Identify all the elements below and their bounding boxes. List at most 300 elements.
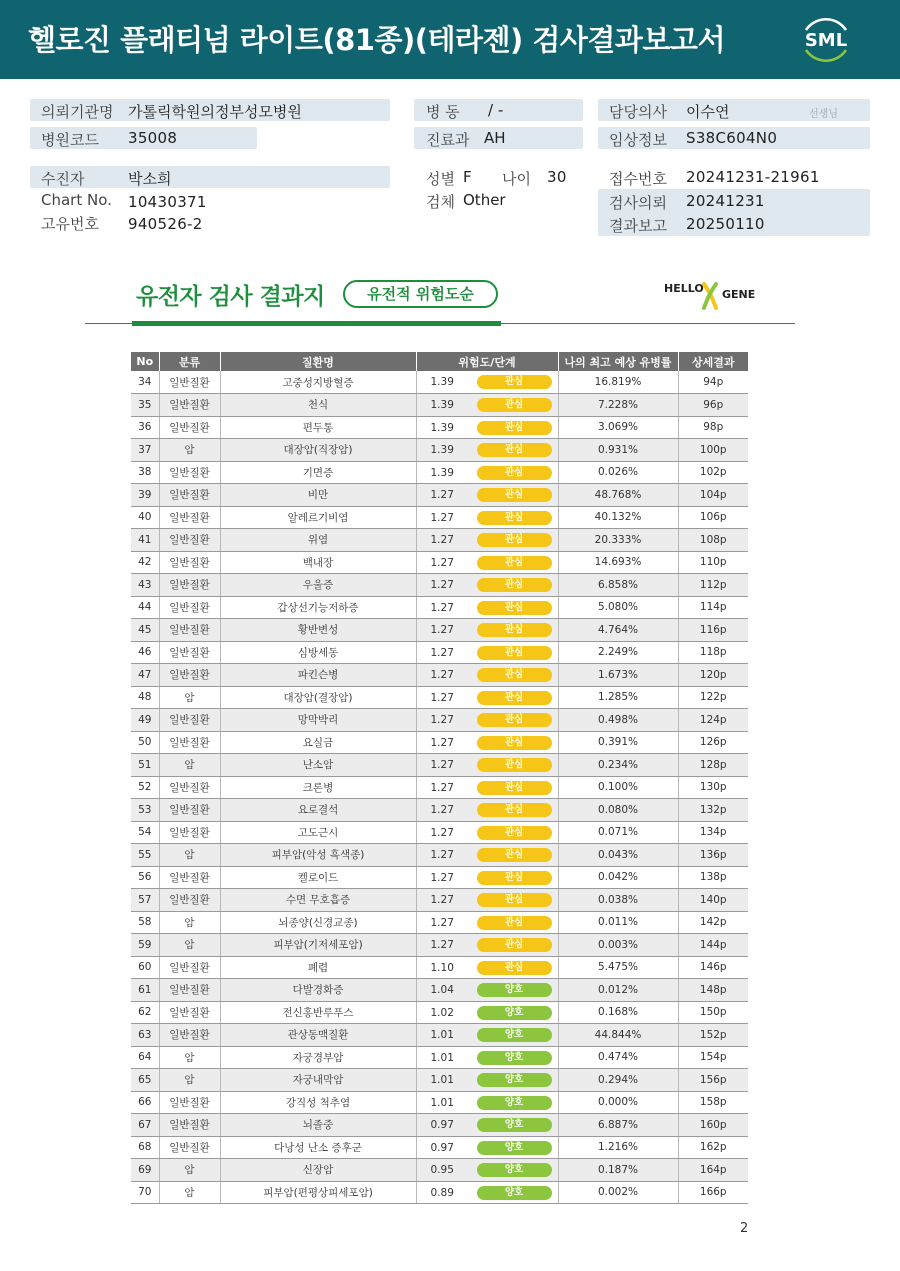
cell-risk	[416, 956, 558, 979]
risk-stage-badge: 관심	[477, 916, 552, 930]
report-title: 헬로진 플래티넘 라이트(81종)(테라젠) 검사결과보고서	[28, 23, 725, 57]
risk-stage-badge: 관심	[477, 623, 552, 637]
cell-no: 63	[131, 1024, 159, 1047]
section-subtitle: 유전적 위험도순	[343, 280, 498, 308]
specimen-value: Other	[463, 191, 506, 209]
table-row	[131, 731, 748, 754]
table-row	[131, 461, 748, 484]
cell-disease: 비만	[220, 484, 416, 507]
cell-category: 일반질환	[159, 461, 220, 484]
cell-prevalence: 0.931%	[558, 439, 678, 462]
risk-stage-badge: 양호	[477, 1096, 552, 1110]
cell-detail-page: 122p	[678, 686, 748, 709]
cell-disease: 백내장	[220, 551, 416, 574]
request-value: 20241231	[686, 192, 765, 210]
cell-detail-page: 154p	[678, 1046, 748, 1069]
cell-risk	[416, 1091, 558, 1114]
cell-risk	[416, 529, 558, 552]
cell-disease: 피부암(악성 흑색종)	[220, 844, 416, 867]
risk-stage-badge: 관심	[477, 646, 552, 660]
risk-score: 0.95	[430, 1164, 454, 1176]
risk-score: 1.02	[430, 1006, 454, 1019]
cell-detail-page: 142p	[678, 911, 748, 934]
cell-disease: 난소암	[220, 754, 416, 777]
risk-stage-badge: 양호	[477, 1028, 552, 1042]
cell-disease: 요실금	[220, 731, 416, 754]
cell-category: 일반질환	[159, 416, 220, 439]
table-row	[131, 754, 748, 777]
cell-prevalence: 14.693%	[558, 551, 678, 574]
risk-stage-badge: 양호	[477, 983, 552, 997]
specimen-label: 검체	[426, 193, 455, 211]
cell-detail-page: 156p	[678, 1069, 748, 1092]
table-row	[131, 596, 748, 619]
cell-prevalence: 5.475%	[558, 956, 678, 979]
institution-label: 의뢰기관명	[41, 103, 114, 121]
cell-risk	[416, 979, 558, 1002]
cell-no: 49	[131, 709, 159, 732]
table-row	[131, 394, 748, 417]
cell-disease: 대장암(직장암)	[220, 439, 416, 462]
risk-score: 1.04	[430, 984, 454, 996]
risk-stage-badge: 양호	[477, 1141, 552, 1155]
cell-detail-page: 104p	[678, 484, 748, 507]
col-header-disease: 질환명	[220, 352, 416, 371]
cell-detail-page: 96p	[678, 394, 748, 417]
cell-disease: 뇌종양(신경교종)	[220, 911, 416, 934]
cell-risk	[416, 619, 558, 642]
risk-stage-badge: 관심	[477, 848, 552, 862]
table-row	[131, 1159, 748, 1182]
cell-category: 일반질환	[159, 664, 220, 687]
cell-category: 암	[159, 1181, 220, 1204]
table-row	[131, 844, 748, 867]
cell-no: 51	[131, 754, 159, 777]
risk-score: 1.10	[430, 961, 454, 974]
cell-category: 일반질환	[159, 574, 220, 597]
table-row	[131, 1046, 748, 1069]
cell-risk	[416, 1046, 558, 1069]
cell-no: 47	[131, 664, 159, 687]
cell-detail-page: 124p	[678, 709, 748, 732]
cell-disease: 피부암(편평상피세포암)	[220, 1181, 416, 1204]
table-row	[131, 506, 748, 529]
cell-category: 일반질환	[159, 1114, 220, 1137]
cell-detail-page: 108p	[678, 529, 748, 552]
risk-stage-badge: 관심	[477, 668, 552, 682]
cell-prevalence: 0.038%	[558, 889, 678, 912]
ward-value: / -	[488, 101, 504, 119]
cell-category: 일반질환	[159, 889, 220, 912]
table-row	[131, 416, 748, 439]
cell-risk	[416, 1069, 558, 1092]
cell-risk	[416, 416, 558, 439]
cell-no: 34	[131, 371, 159, 394]
risk-stage-badge: 관심	[477, 961, 552, 975]
risk-score: 1.27	[430, 916, 454, 929]
cell-risk	[416, 731, 558, 754]
cell-disease: 망막박리	[220, 709, 416, 732]
cell-category: 일반질환	[159, 956, 220, 979]
cell-category: 암	[159, 1159, 220, 1182]
section-divider-accent	[132, 321, 501, 326]
cell-disease: 크론병	[220, 776, 416, 799]
cell-detail-page: 106p	[678, 506, 748, 529]
cell-disease: 켈로이드	[220, 866, 416, 889]
risk-stage-badge: 관심	[477, 533, 552, 547]
cell-risk	[416, 1136, 558, 1159]
hello-gene-dna-icon	[700, 281, 720, 311]
cell-category: 일반질환	[159, 866, 220, 889]
risk-score: 1.27	[430, 601, 454, 614]
cell-category: 암	[159, 439, 220, 462]
risk-stage-badge: 관심	[477, 601, 552, 615]
risk-score: 1.27	[430, 826, 454, 839]
cell-prevalence: 0.168%	[558, 1001, 678, 1024]
table-row	[131, 866, 748, 889]
cell-category: 일반질환	[159, 641, 220, 664]
cell-disease: 수면 무호흡증	[220, 889, 416, 912]
report-label: 결과보고	[609, 217, 667, 235]
cell-category: 일반질환	[159, 394, 220, 417]
cell-category: 일반질환	[159, 484, 220, 507]
cell-prevalence: 0.187%	[558, 1159, 678, 1182]
cell-detail-page: 138p	[678, 866, 748, 889]
risk-stage-badge: 관심	[477, 758, 552, 772]
table-row	[131, 911, 748, 934]
cell-category: 일반질환	[159, 506, 220, 529]
cell-prevalence: 0.080%	[558, 799, 678, 822]
table-row	[131, 574, 748, 597]
cell-detail-page: 100p	[678, 439, 748, 462]
table-row	[131, 1091, 748, 1114]
cell-disease: 요로결석	[220, 799, 416, 822]
risk-stage-badge: 관심	[477, 713, 552, 727]
cell-prevalence: 6.887%	[558, 1114, 678, 1137]
cell-no: 68	[131, 1136, 159, 1159]
table-row	[131, 439, 748, 462]
table-row	[131, 1181, 748, 1204]
cell-no: 60	[131, 956, 159, 979]
patient-label: 수진자	[41, 170, 85, 188]
risk-stage-badge: 양호	[477, 1118, 552, 1132]
cell-no: 70	[131, 1181, 159, 1204]
cell-category: 암	[159, 1046, 220, 1069]
risk-stage-badge: 양호	[477, 1186, 552, 1200]
cell-risk	[416, 686, 558, 709]
cell-no: 65	[131, 1069, 159, 1092]
col-header-category: 분류	[159, 352, 220, 371]
cell-detail-page: 94p	[678, 371, 748, 394]
cell-no: 56	[131, 866, 159, 889]
cell-prevalence: 0.026%	[558, 461, 678, 484]
cell-category: 일반질환	[159, 709, 220, 732]
table-row	[131, 799, 748, 822]
cell-detail-page: 132p	[678, 799, 748, 822]
cell-prevalence: 0.071%	[558, 821, 678, 844]
cell-no: 54	[131, 821, 159, 844]
cell-detail-page: 164p	[678, 1159, 748, 1182]
risk-score: 1.27	[430, 736, 454, 749]
cell-category: 일반질환	[159, 551, 220, 574]
cell-risk	[416, 551, 558, 574]
cell-disease: 폐렴	[220, 956, 416, 979]
cell-category: 암	[159, 1069, 220, 1092]
cell-no: 43	[131, 574, 159, 597]
risk-stage-badge: 관심	[477, 556, 552, 570]
cell-no: 38	[131, 461, 159, 484]
cell-no: 48	[131, 686, 159, 709]
cell-disease: 관상동맥질환	[220, 1024, 416, 1047]
cell-no: 55	[131, 844, 159, 867]
sml-logo-text: SML	[804, 30, 848, 51]
risk-score: 1.01	[430, 1029, 454, 1041]
cell-risk	[416, 641, 558, 664]
cell-disease: 피부암(기저세포암)	[220, 934, 416, 957]
unique-value: 940526-2	[128, 215, 203, 233]
cell-detail-page: 148p	[678, 979, 748, 1002]
cell-detail-page: 114p	[678, 596, 748, 619]
cell-category: 일반질환	[159, 799, 220, 822]
risk-stage-badge: 관심	[477, 511, 552, 525]
cell-risk	[416, 821, 558, 844]
risk-stage-badge: 관심	[477, 826, 552, 840]
risk-score: 1.27	[430, 556, 454, 569]
table-row	[131, 1001, 748, 1024]
cell-category: 일반질환	[159, 1091, 220, 1114]
risk-score: 1.27	[430, 759, 454, 771]
cell-risk	[416, 484, 558, 507]
table-row	[131, 1069, 748, 1092]
cell-detail-page: 120p	[678, 664, 748, 687]
table-row	[131, 686, 748, 709]
cell-risk	[416, 1024, 558, 1047]
table-header-row	[131, 352, 748, 371]
risk-score: 1.27	[430, 871, 454, 884]
cell-no: 44	[131, 596, 159, 619]
cell-prevalence: 0.294%	[558, 1069, 678, 1092]
cell-prevalence: 0.100%	[558, 776, 678, 799]
risk-stage-badge: 관심	[477, 781, 552, 795]
cell-detail-page: 98p	[678, 416, 748, 439]
receipt-label: 접수번호	[609, 170, 667, 188]
cell-prevalence: 44.844%	[558, 1024, 678, 1047]
cell-category: 암	[159, 911, 220, 934]
cell-prevalence: 0.042%	[558, 866, 678, 889]
table-row	[131, 956, 748, 979]
risk-score: 1.27	[430, 804, 454, 816]
cell-detail-page: 166p	[678, 1181, 748, 1204]
cell-disease: 신장암	[220, 1159, 416, 1182]
risk-score: 1.39	[430, 466, 454, 479]
risk-stage-badge: 관심	[477, 398, 552, 412]
doctor-suffix: 선생님	[809, 109, 838, 120]
cell-detail-page: 140p	[678, 889, 748, 912]
cell-risk	[416, 1159, 558, 1182]
risk-score: 1.39	[430, 421, 454, 434]
cell-risk	[416, 461, 558, 484]
cell-no: 66	[131, 1091, 159, 1114]
cell-prevalence: 0.003%	[558, 934, 678, 957]
cell-category: 일반질환	[159, 596, 220, 619]
table-row	[131, 934, 748, 957]
risk-score: 1.27	[430, 714, 454, 726]
cell-prevalence: 48.768%	[558, 484, 678, 507]
cell-risk	[416, 506, 558, 529]
risk-stage-badge: 관심	[477, 578, 552, 592]
cell-detail-page: 112p	[678, 574, 748, 597]
cell-disease: 다발경화증	[220, 979, 416, 1002]
department-label: 진료과	[426, 131, 470, 149]
table-row	[131, 979, 748, 1002]
cell-disease: 대장암(결장암)	[220, 686, 416, 709]
cell-no: 50	[131, 731, 159, 754]
cell-prevalence: 7.228%	[558, 394, 678, 417]
cell-detail-page: 150p	[678, 1001, 748, 1024]
col-header-risk: 위험도/단계	[416, 352, 558, 371]
cell-no: 45	[131, 619, 159, 642]
cell-detail-page: 158p	[678, 1091, 748, 1114]
cell-detail-page: 110p	[678, 551, 748, 574]
risk-score: 0.89	[430, 1186, 454, 1199]
cell-no: 52	[131, 776, 159, 799]
cell-no: 41	[131, 529, 159, 552]
cell-category: 암	[159, 686, 220, 709]
page-number: 2	[740, 1221, 749, 1236]
table-row	[131, 484, 748, 507]
cell-disease: 심방세동	[220, 641, 416, 664]
doctor-value: 이수연	[686, 103, 730, 121]
patient-value: 박소희	[128, 170, 172, 188]
hello-gene-right: GENE	[722, 288, 756, 301]
cell-prevalence: 0.391%	[558, 731, 678, 754]
cell-category: 일반질환	[159, 1001, 220, 1024]
cell-risk	[416, 799, 558, 822]
age-value: 30	[547, 168, 567, 186]
cell-no: 35	[131, 394, 159, 417]
risk-score: 1.01	[430, 1096, 454, 1109]
institution-value: 가톨릭학원의정부성모병원	[128, 103, 302, 121]
risk-stage-badge: 관심	[477, 736, 552, 750]
risk-stage-badge: 양호	[477, 1073, 552, 1087]
request-label: 검사의뢰	[609, 194, 667, 212]
risk-stage-badge: 양호	[477, 1006, 552, 1020]
cell-prevalence: 0.012%	[558, 979, 678, 1002]
cell-detail-page: 118p	[678, 641, 748, 664]
cell-disease: 갑상선기능저하증	[220, 596, 416, 619]
table-row	[131, 1114, 748, 1137]
risk-score: 1.27	[430, 579, 454, 591]
cell-category: 일반질환	[159, 979, 220, 1002]
cell-prevalence: 0.043%	[558, 844, 678, 867]
col-header-prevalence: 나의 최고 예상 유병률	[558, 352, 678, 371]
risk-score: 1.27	[430, 669, 454, 681]
risk-stage-badge: 관심	[477, 871, 552, 885]
cell-risk	[416, 574, 558, 597]
cell-disease: 강직성 척추염	[220, 1091, 416, 1114]
risk-score: 0.97	[430, 1119, 454, 1131]
cell-no: 53	[131, 799, 159, 822]
department-value: AH	[484, 129, 506, 147]
cell-risk	[416, 371, 558, 394]
results-table	[131, 352, 748, 1204]
table-row	[131, 709, 748, 732]
cell-risk	[416, 596, 558, 619]
clinical-value: S38C604N0	[686, 129, 778, 147]
cell-disease: 천식	[220, 394, 416, 417]
cell-detail-page: 126p	[678, 731, 748, 754]
risk-score: 1.27	[430, 781, 454, 794]
cell-prevalence: 2.249%	[558, 641, 678, 664]
cell-disease: 파킨슨병	[220, 664, 416, 687]
risk-stage-badge: 관심	[477, 375, 552, 389]
cell-risk	[416, 394, 558, 417]
cell-detail-page: 146p	[678, 956, 748, 979]
table-row	[131, 1024, 748, 1047]
cell-disease: 자궁내막암	[220, 1069, 416, 1092]
risk-score: 1.27	[430, 646, 454, 659]
risk-score: 1.27	[430, 624, 454, 636]
risk-score: 1.27	[430, 894, 454, 906]
cell-risk	[416, 1181, 558, 1204]
cell-disease: 위염	[220, 529, 416, 552]
section-title: 유전자 검사 결과지	[136, 284, 325, 310]
table-row	[131, 889, 748, 912]
cell-risk	[416, 439, 558, 462]
cell-detail-page: 130p	[678, 776, 748, 799]
hello-gene-left: HELLO	[664, 282, 704, 295]
cell-prevalence: 40.132%	[558, 506, 678, 529]
cell-disease: 편두통	[220, 416, 416, 439]
risk-score: 1.39	[430, 376, 454, 388]
table-row	[131, 776, 748, 799]
cell-disease: 알레르기비염	[220, 506, 416, 529]
cell-disease: 뇌졸중	[220, 1114, 416, 1137]
cell-category: 일반질환	[159, 776, 220, 799]
cell-risk	[416, 776, 558, 799]
risk-stage-badge: 관심	[477, 893, 552, 907]
table-row	[131, 641, 748, 664]
cell-category: 일반질환	[159, 821, 220, 844]
receipt-value: 20241231-21961	[686, 168, 820, 186]
chart-label: Chart No.	[41, 191, 112, 209]
cell-no: 61	[131, 979, 159, 1002]
cell-category: 일반질환	[159, 1024, 220, 1047]
cell-no: 39	[131, 484, 159, 507]
cell-no: 37	[131, 439, 159, 462]
cell-category: 일반질환	[159, 731, 220, 754]
cell-category: 일반질환	[159, 619, 220, 642]
sml-logo-icon	[798, 12, 854, 66]
cell-risk	[416, 911, 558, 934]
sex-value: F	[463, 168, 472, 186]
cell-no: 67	[131, 1114, 159, 1137]
risk-score: 1.27	[430, 511, 454, 524]
risk-score: 1.27	[430, 691, 454, 704]
cell-prevalence: 0.474%	[558, 1046, 678, 1069]
risk-score: 1.39	[430, 399, 454, 411]
cell-detail-page: 144p	[678, 934, 748, 957]
cell-category: 일반질환	[159, 1136, 220, 1159]
cell-detail-page: 102p	[678, 461, 748, 484]
cell-no: 69	[131, 1159, 159, 1182]
cell-risk	[416, 866, 558, 889]
unique-label: 고유번호	[41, 215, 99, 233]
cell-no: 58	[131, 911, 159, 934]
risk-score: 1.27	[430, 534, 454, 546]
cell-detail-page: 128p	[678, 754, 748, 777]
cell-detail-page: 152p	[678, 1024, 748, 1047]
